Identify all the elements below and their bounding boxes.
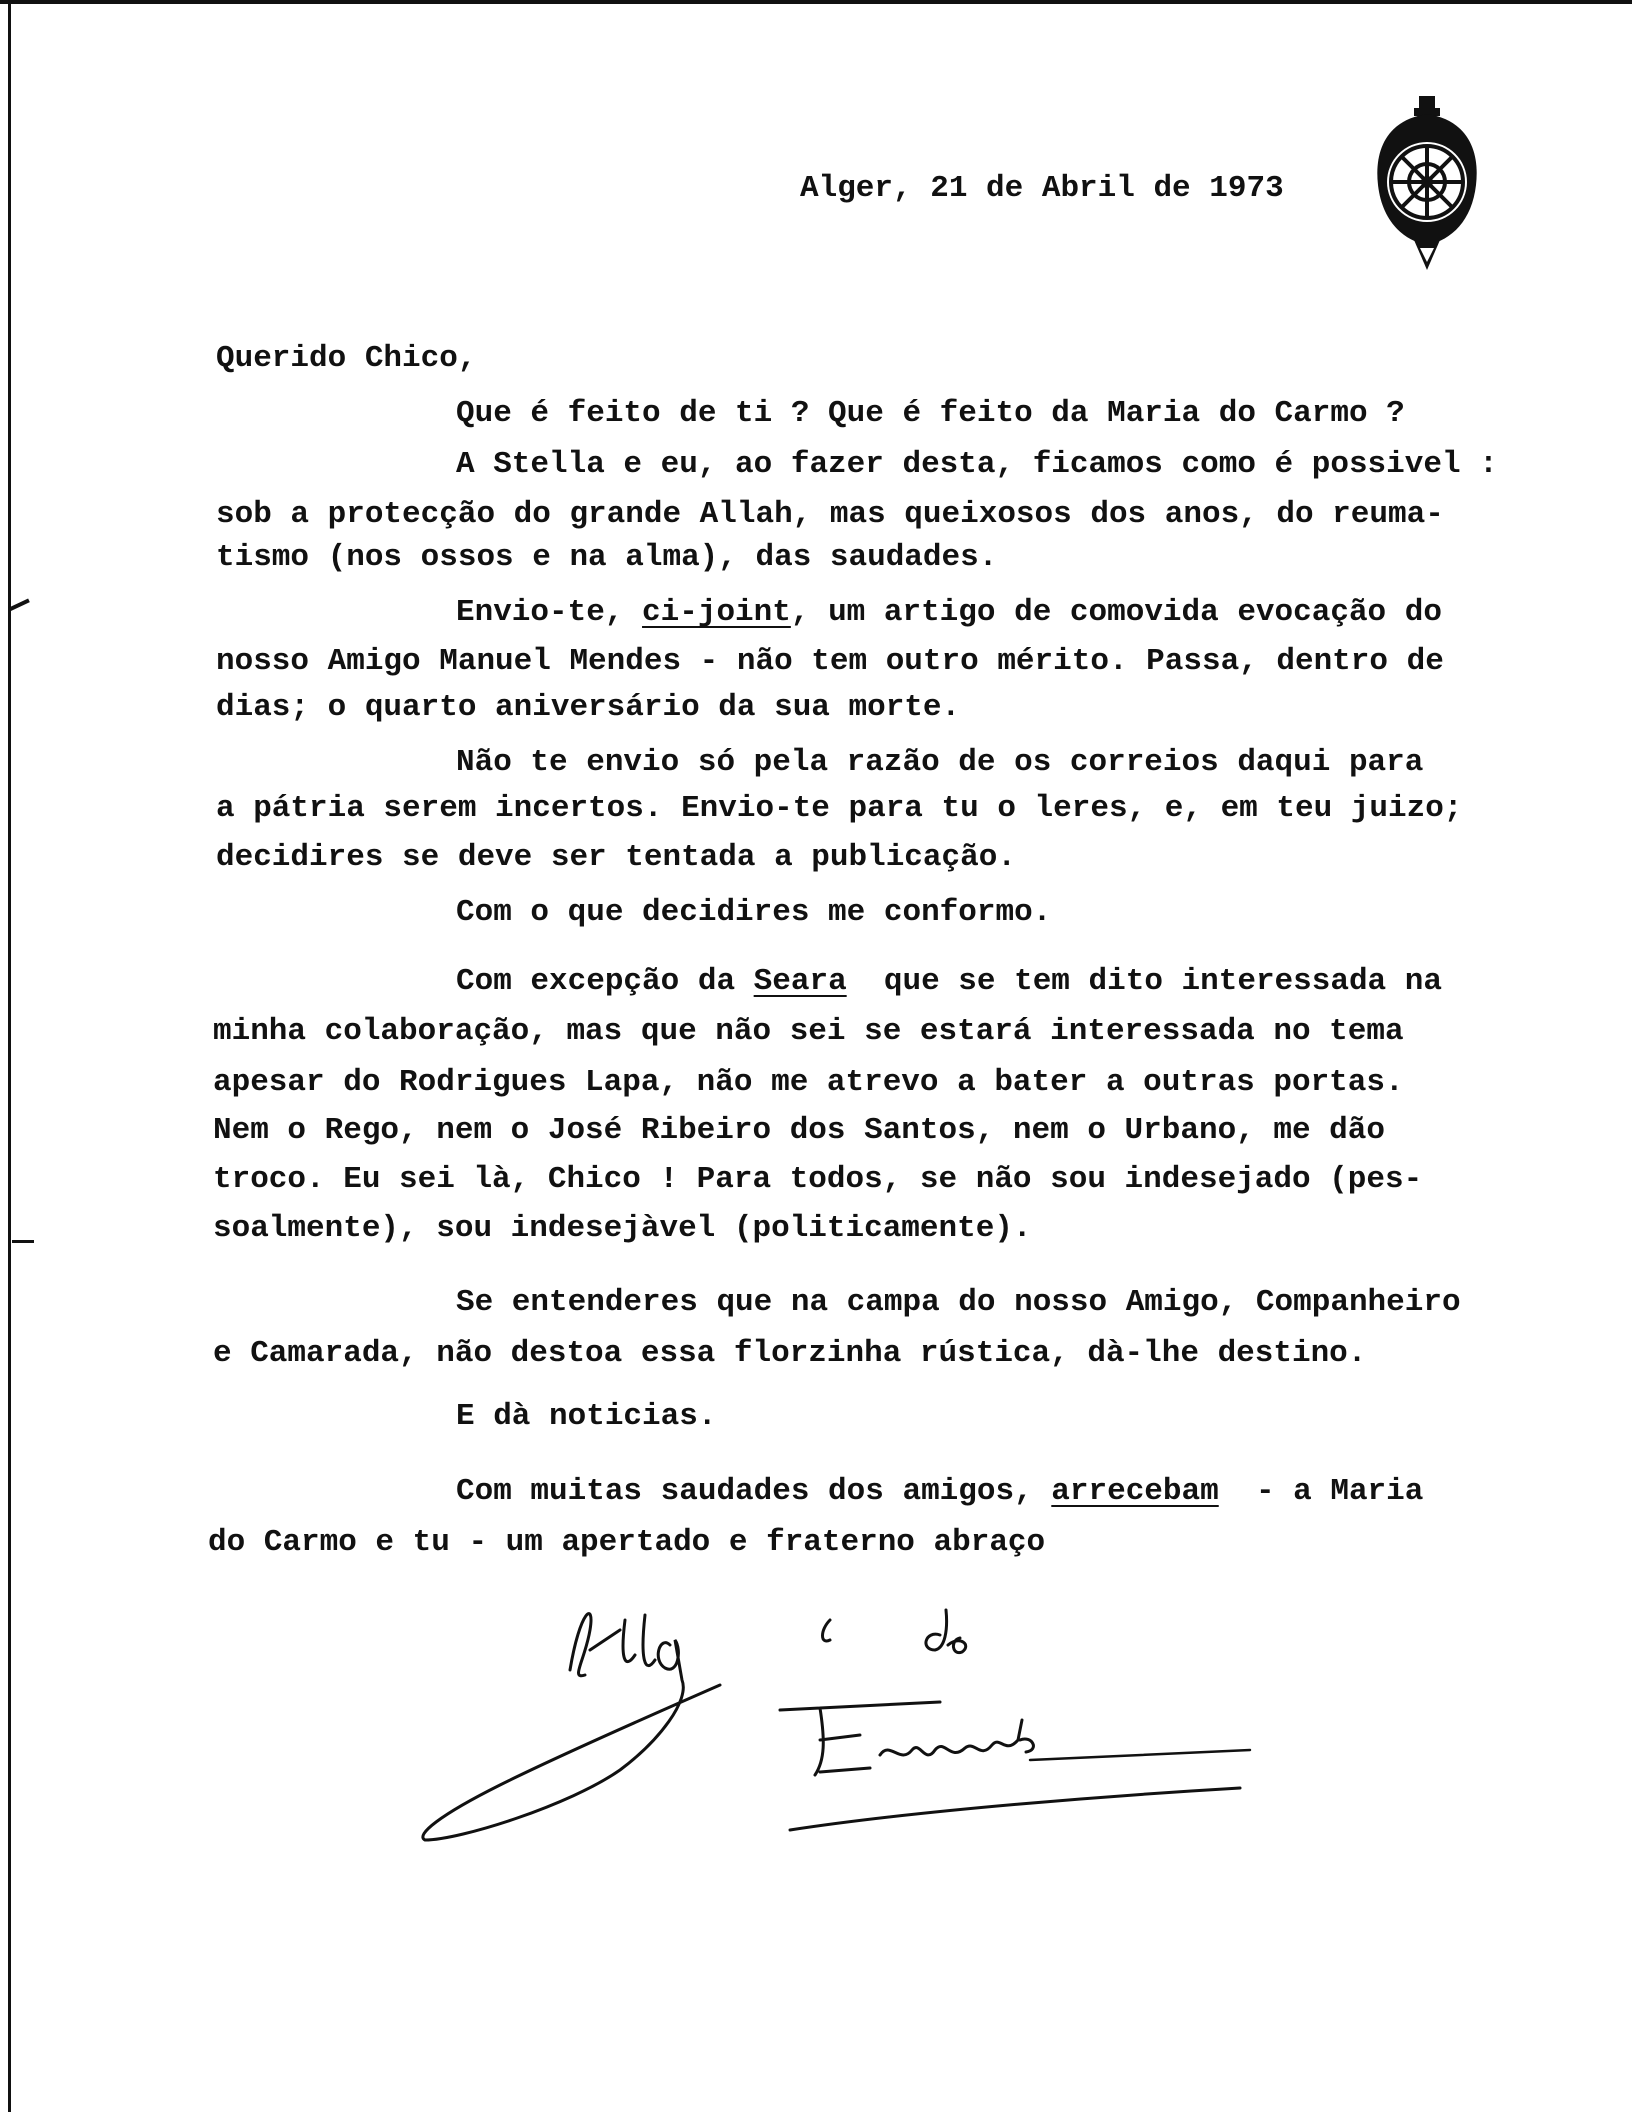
text-span: - a Maria	[1218, 1474, 1424, 1509]
underlined-term: arrecebam	[1051, 1474, 1219, 1509]
paragraph-line: E dà noticias.	[456, 1399, 717, 1434]
paragraph-line: troco. Eu sei là, Chico ! Para todos, se não sou indesejado (pes-	[213, 1162, 1423, 1197]
paragraph-line: a pátria serem incertos. Envio-te para tu o leres, e, em teu juizo;	[216, 791, 1463, 826]
ornamental-emblem-icon	[1372, 90, 1482, 280]
underlined-term: Seara	[753, 964, 847, 999]
paragraph-line: nosso Amigo Manuel Mendes - não tem outro mérito. Passa, dentro de	[216, 644, 1444, 679]
paragraph-line: e Camarada, não destoa essa florzinha rústica, dà-lhe destino.	[213, 1336, 1367, 1371]
paragraph-line	[456, 962, 1442, 1002]
paragraph-line: dias; o quarto aniversário da sua morte.	[216, 690, 961, 725]
paragraph-line: Com o que decidires me conformo.	[456, 895, 1052, 930]
signature-da: da	[440, 1630, 495, 1681]
text-span: que se tem dito interessada na	[846, 964, 1442, 999]
salutation: Querido Chico,	[216, 341, 477, 376]
paragraph-line: decidires se deve ser tentada a publicação.	[216, 840, 1016, 875]
text-span: Com excepção da	[456, 964, 754, 999]
paragraph-line: apesar do Rodrigues Lapa, não me atrevo a bater a outras portas.	[213, 1065, 1404, 1100]
paragraph-line: Nem o Rego, nem o José Ribeiro dos Santos, nem o Urbano, me dão	[213, 1113, 1385, 1148]
page-left-edge	[8, 0, 11, 2112]
paragraph-line: Que é feito de ti ? Que é feito da Maria do Carmo ?	[456, 396, 1405, 431]
paragraph-line: tismo (nos ossos e na alma), das saudades.	[216, 540, 998, 575]
paragraph-line: A Stella e eu, ao fazer desta, ficamos como é possivel :	[456, 447, 1498, 482]
margin-mark	[12, 1240, 34, 1243]
paragraph-line: do Carmo e tu - um apertado e fraterno abraço	[208, 1525, 1046, 1560]
text-span: Com muitas saudades dos amigos,	[456, 1474, 1052, 1509]
text-span: , um artigo de comovida evocação do	[790, 595, 1442, 630]
page-top-edge	[0, 0, 1632, 4]
paragraph-line	[456, 593, 1442, 633]
margin-mark	[8, 599, 30, 612]
paragraph-line: Se entenderes que na campa do nosso Amigo, Companheiro	[456, 1285, 1461, 1320]
paragraph-line	[456, 1472, 1423, 1512]
dateline: Alger, 21 de Abril de 1973	[800, 171, 1284, 206]
paragraph-line: soalmente), sou indesejàvel (politicamente).	[213, 1211, 1032, 1246]
text-span: Envio-te,	[456, 595, 643, 630]
handwritten-signature	[420, 1590, 1300, 1850]
paragraph-line: sob a protecção do grande Allah, mas queixosos dos anos, do reuma-	[216, 497, 1444, 532]
paragraph-line: minha colaboração, mas que não sei se estará interessada no tema	[213, 1014, 1404, 1049]
paragraph-line: Não te envio só pela razão de os correios daqui para	[456, 745, 1424, 780]
underlined-term: ci-joint	[642, 595, 791, 630]
